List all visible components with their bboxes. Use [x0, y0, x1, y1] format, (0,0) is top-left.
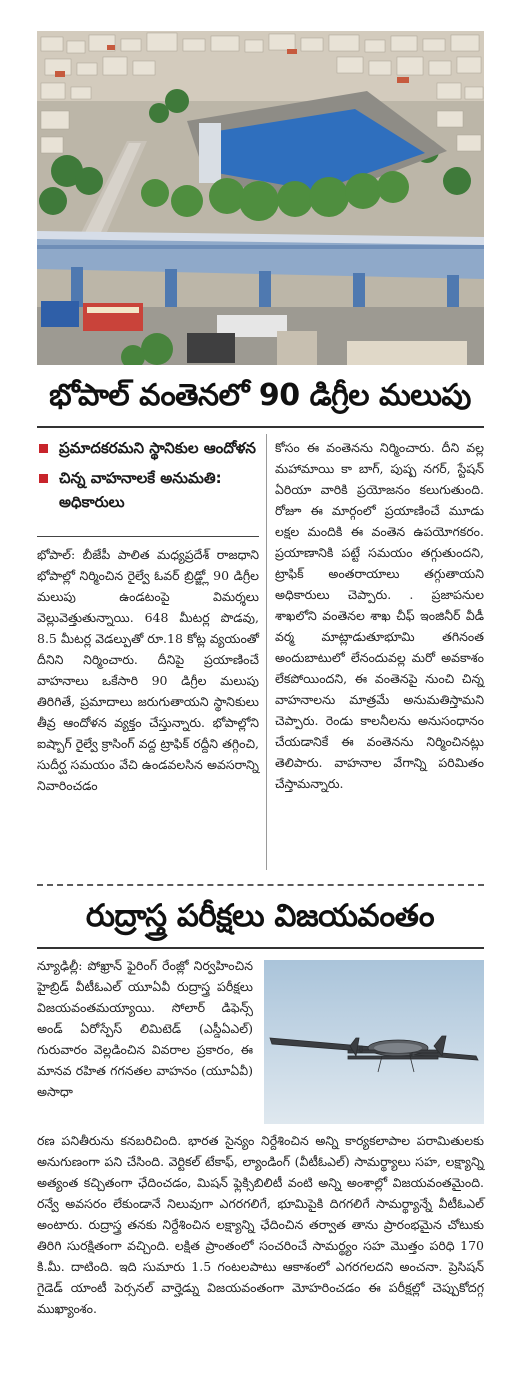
- story1-column-left: [37, 544, 259, 796]
- story2-column-left: [37, 955, 253, 1102]
- highlights-list: [37, 436, 259, 520]
- highlight-item: [37, 436, 259, 460]
- bus-blue: [41, 301, 79, 327]
- story-divider: [37, 884, 484, 886]
- highlights-divider: [37, 536, 259, 537]
- highlight-item: [37, 466, 259, 514]
- bridge-aerial-photo: [37, 31, 484, 365]
- story2-paragraph-full: రణ పనితీరును కనబరిచింది. భారత సైన్యం నిర్దేశించిన అన్ని కార్యకలాపాల పరామితులకు అనుగుణంగా పని చేసింది. వెర్టికల్ టేకాఫ్, ల్యాండింగ్ (వీటీఓఎల్) సామర్థ్యాలు సహ, లక్ష్యాన్ని అత్యంత కచ్చితంగా ఛేదించడం, మిషన్ ఫ్లెక్సిబిలిటీ వంటి అన్ని అంశాల్లో విజయవంతమైంది. రన్వే అవసరం లేకుండానే నిలువుగా ఎగరగలిగే, భూమిపైకి దిగగలిగే సామర్థ్యాన్నే వీటీఓఎల్ అంటారు. రుద్రాస్త్ర తనకు నిర్దేశించిన లక్ష్యాన్ని ఛేదించిన తర్వాత తాను ప్రారంభమైన చోటుకు తిరిగి సురక్షితంగా వచ్చింది. లక్షిత ప్రాంతంలో సంచరించే సామర్థ్యం సహ మొత్తం పరిధి 170 కి.మీ. దాటింది. ఇది సుమారు 1.5 గంటలపాటు ఆకాశంలో ఎగరగలదని అంచనా. ప్రెసిషన్ గైడెడ్ యాంటీ పెర్సనల్ వార్హెడ్ను విజయవంతంగా మోహరించడం ఈ పరీక్షల్లో చెప్పుకోదగ్గ ముఖ్యాంశం.: [37, 1133, 484, 1316]
- story1-column-right: [275, 437, 484, 794]
- highlight-text: ప్రమాదకరమని స్థానికుల ఆందోళన: [59, 439, 256, 457]
- story1-paragraph-left: భోపాల్: బీజేపీ పాలిత మధ్యప్రదేశ్ రాజధాని భోపాల్లో నిర్మించిన రైల్వే ఓవర్ బ్రిడ్జ్లో 90 డిగ్రీల మలుపు ఉండటంపై విమర్శలు వెల్లువెత్తుతున్నాయి. 648 మీటర్ల పొడవు, 8.5 మీటర్ల వెడల్పుతో రూ.18 కోట్ల వ్యయంతో దీనిని నిర్మించారు. దీనిపై ప్రయాణించే వాహనాలు ఒకేసారి 90 డిగ్రీల మలుపు తిరిగితే, ప్రమాదాలు జరుగుతాయని స్థానికులు తీవ్ర ఆందోళన వ్యక్తం చేస్తున్నారు. భోపాల్లోని ఐష్బాగ్ రైల్వే క్రాసింగ్ వద్ద ట్రాఫిక్ రద్దీని తగ్గించి, సుదీర్ఘ సమయం వేచి ఉండవలసిన అవసరాన్ని నివారించడం: [37, 547, 259, 793]
- drone-photo: [264, 960, 484, 1124]
- highlight-text: చిన్న వాహనాలకే అనుమతి: అధికారులు: [59, 469, 222, 511]
- headline-bhopal-bridge: భోపాల్ వంతెనలో 90 డిగ్రీల మలుపు: [49, 378, 471, 413]
- bullet-square-icon: [39, 444, 48, 453]
- headline-rudrastra: రుద్రాస్త్ర పరీక్షలు విజయవంతం: [85, 898, 435, 934]
- story1-paragraph-right: కోసం ఈ వంతెనను నిర్మించారు. దీని వల్ల మహామాయి కా బాగ్, పుష్ప నగర్, స్టేషన్ ఏరియా వారికి ప్రయోజనం కలుగుతుంది. రోజూ ఈ మార్గంలో ప్రయాణించే మూడు లక్షల మందికి ఈ వంతెన ఉపయోగకరం. ప్రయాణానికి పట్టే సమయం తగ్గుతుందని, ట్రాఫిక్ అంతరాయాలు తగ్గుతాయని అధికారులు చెప్పారు. . ప్రజాపనుల శాఖలోని వంతెనల శాఖ చీఫ్ ఇంజినీర్ వీడీ వర్మ మాట్లాడుతూభూమి తగినంత అందుబాటులో లేనందువల్ల మరో అవకాశం లేకపోయిందని, ఈ వంతెనపై నుంచి చిన్న వాహనాలను మాత్రమే అనుమతిస్తామని చెప్పారు. రెండు కాలనీలను అనుసంధానం చేయడానికే ఈ వంతెనను నిర్మించినట్లు తెలిపారు. వాహనాల వేగాన్ని పరిమితం చేస్తామన్నారు.: [275, 440, 484, 791]
- headline-underline: [37, 947, 484, 949]
- headline-underline: [37, 426, 484, 428]
- story2-column-full: [37, 1130, 484, 1319]
- column-separator: [266, 434, 267, 870]
- story2-paragraph-left: న్యూఢిల్లీ: పోఖ్రాన్ ఫైరింగ్ రేంజ్లో నిర్వహించిన హైబ్రిడ్ వీటీఓఎల్ యూఏవీ రుద్రాస్త్ర పరీక్షలు విజయవంతమయ్యాయి. సోలార్ డిఫెన్స్ అండ్ ఏరోస్పేస్ లిమిటెడ్ (ఎస్డీఏఎల్) గురువారం వెల్లడించిన వివరాల ప్రకారం, ఈ మానవ రహిత గగనతల వాహనం (యూఏవీ) అసాధా: [37, 958, 253, 1099]
- bullet-square-icon: [39, 474, 48, 483]
